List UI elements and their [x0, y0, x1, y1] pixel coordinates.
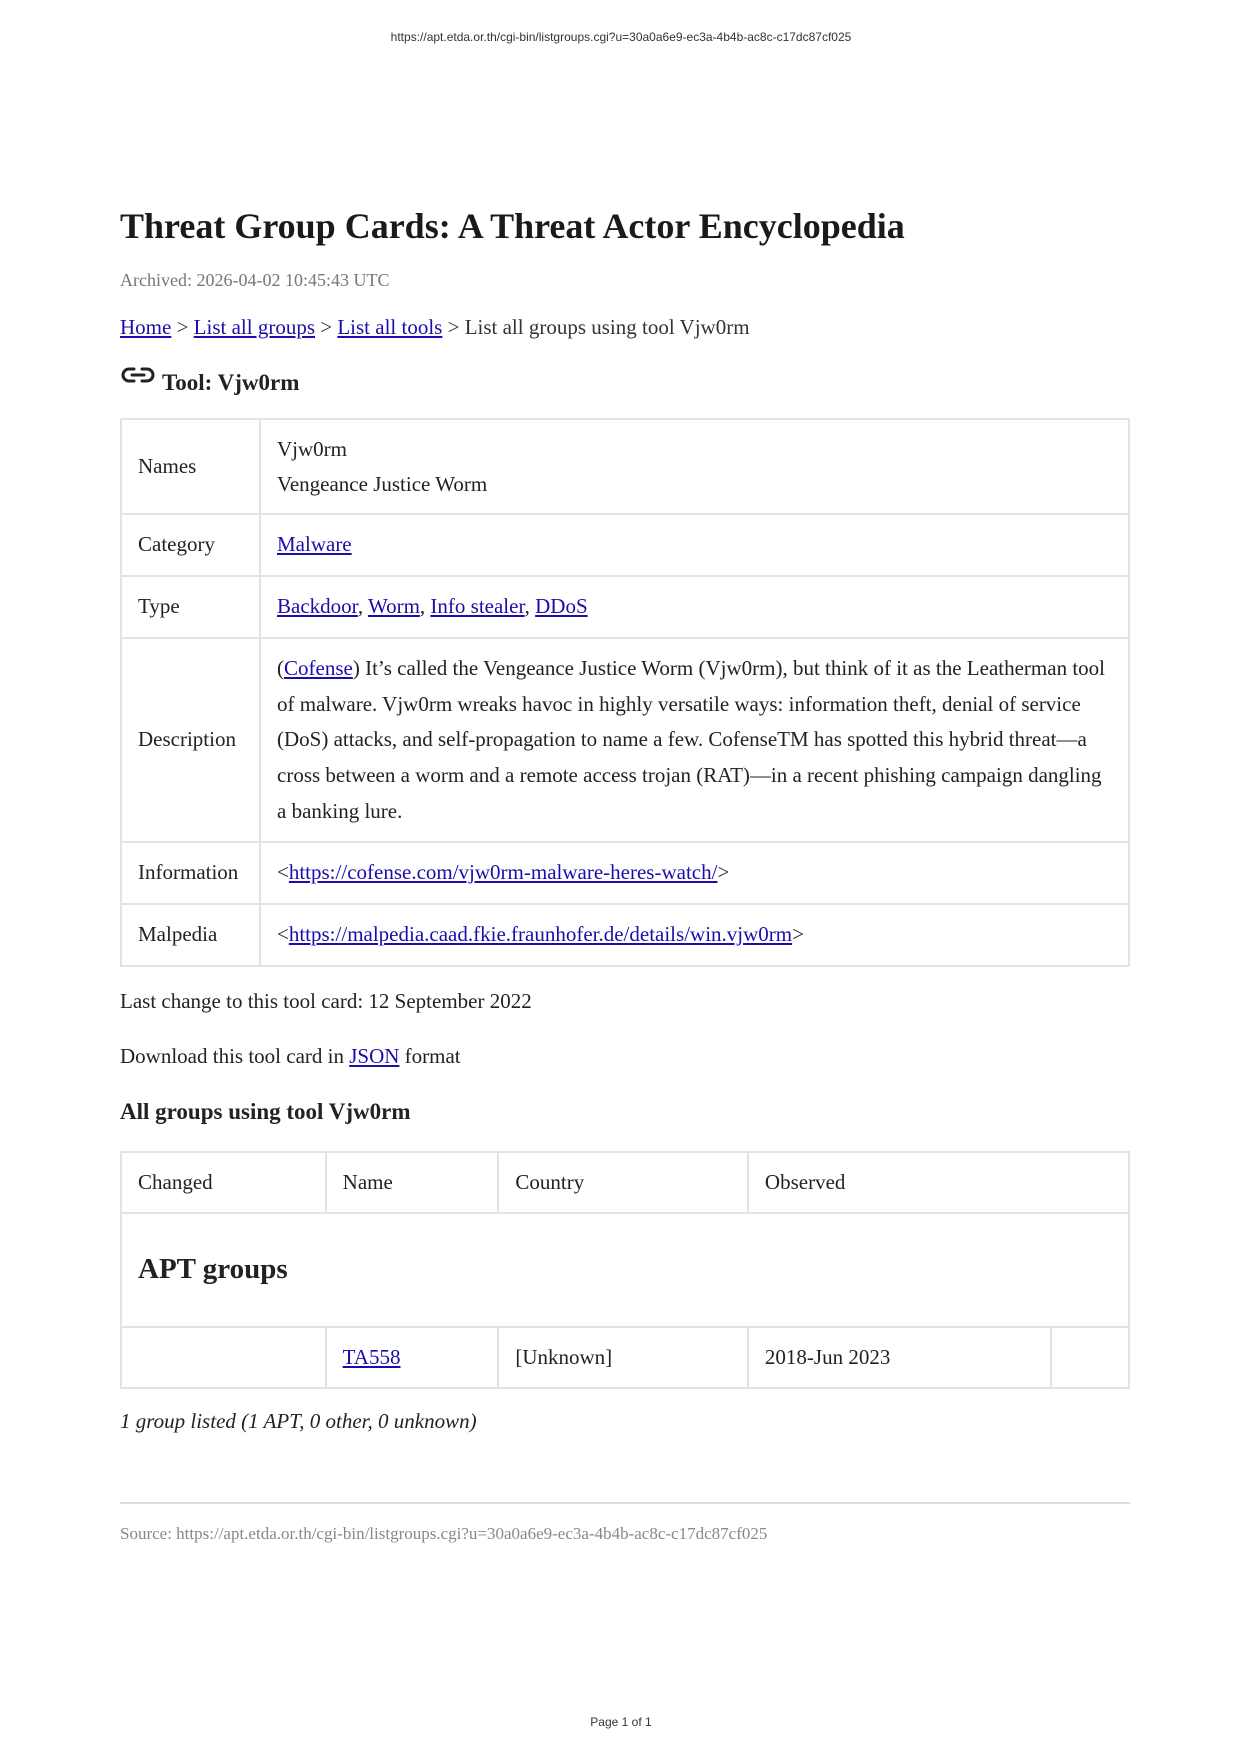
description-text: ) It’s called the Vengeance Justice Worm (Vjw0rm), but think of it as the Leatherman tool of malware. Vjw0rm wreaks havoc in highly versatile ways: information theft, denial of service (DoS) attacks, and self-propagation to name a few. CofenseTM has spotted this hybrid threat—a cross between a worm and a remote access trojan (RAT)—in a recent phishing campaign dangling a banking lure. — [277, 655, 1105, 823]
link-icon — [120, 364, 156, 388]
column-header-observed: Observed — [748, 1152, 1129, 1214]
cell-extra — [1051, 1327, 1129, 1389]
type-label: Type — [121, 576, 260, 638]
download-prefix: Download this tool card in — [120, 1043, 350, 1068]
cell-name — [326, 1327, 499, 1389]
type-link-backdoor[interactable]: Backdoor — [277, 594, 358, 619]
angle-close: > — [717, 860, 730, 885]
json-download-link[interactable]: JSON — [349, 1043, 400, 1068]
groups-header-row — [121, 1152, 1129, 1214]
footer-divider — [120, 1502, 1130, 1504]
names-label: Names — [121, 419, 260, 514]
tool-alias: Vengeance Justice Worm — [277, 471, 488, 496]
breadcrumb-separator: > — [171, 315, 194, 340]
category-label: Category — [121, 514, 260, 576]
description-row — [121, 638, 1129, 842]
group-link-ta558[interactable]: TA558 — [342, 1344, 401, 1369]
table-row — [121, 1327, 1129, 1389]
tool-name: Vjw0rm — [277, 437, 347, 462]
breadcrumb — [120, 315, 1130, 340]
information-row — [121, 842, 1129, 904]
breadcrumb-separator: > — [442, 315, 465, 340]
groups-summary: 1 group listed (1 APT, 0 other, 0 unknown) — [120, 1409, 477, 1434]
main-content — [120, 205, 1130, 1544]
type-link-worm[interactable]: Worm — [367, 594, 420, 619]
names-row — [121, 419, 1129, 514]
section-apt-groups: APT groups — [121, 1213, 1129, 1326]
tool-heading — [120, 370, 1130, 396]
type-separator: , — [419, 594, 431, 619]
tool-card-table — [120, 418, 1130, 966]
groups-heading: All groups using tool Vjw0rm — [120, 1098, 411, 1124]
cell-observed: 2018-Jun 2023 — [748, 1327, 1051, 1389]
category-value — [260, 514, 1129, 576]
type-separator: , — [357, 594, 368, 619]
download-line — [120, 1044, 1130, 1069]
archived-timestamp: Archived: 2026-04-02 10:45:43 UTC — [120, 270, 390, 291]
breadcrumb-current: List all groups using tool Vjw0rm — [464, 315, 750, 340]
tool-heading-text: Tool: Vjw0rm — [162, 370, 300, 396]
malpedia-link[interactable]: https://malpedia.caad.fkie.fraunhofer.de/details/win.vjw0rm — [288, 921, 793, 946]
section-row — [121, 1213, 1129, 1326]
information-label: Information — [121, 842, 260, 904]
description-value — [260, 638, 1129, 842]
type-link-ddos[interactable]: DDoS — [535, 594, 588, 619]
column-header-changed: Changed — [121, 1152, 326, 1214]
column-header-country: Country — [498, 1152, 748, 1214]
description-source-link[interactable]: Cofense — [284, 655, 353, 680]
print-header-url: https://apt.etda.or.th/cgi-bin/listgroups.cgi?u=30a0a6e9-ec3a-4b4b-ac8c-c17dc87cf025 — [390, 30, 852, 44]
last-change-text: Last change to this tool card: 12 September 2022 — [120, 988, 532, 1013]
breadcrumb-home-link[interactable]: Home — [120, 315, 172, 340]
information-link[interactable]: https://cofense.com/vjw0rm-malware-heres-watch/ — [288, 860, 718, 885]
page-title: Threat Group Cards: A Threat Actor Encyclopedia — [120, 206, 905, 246]
category-row — [121, 514, 1129, 576]
cell-country: [Unknown] — [498, 1327, 748, 1389]
description-open-paren: ( — [277, 655, 284, 680]
cell-changed — [121, 1327, 326, 1389]
download-suffix: format — [399, 1043, 461, 1068]
malpedia-value — [260, 904, 1129, 966]
angle-close: > — [792, 921, 804, 946]
description-label: Description — [121, 638, 260, 842]
breadcrumb-separator: > — [315, 315, 338, 340]
groups-table — [120, 1151, 1130, 1390]
malpedia-label: Malpedia — [121, 904, 260, 966]
breadcrumb-all-tools-link[interactable]: List all tools — [337, 315, 443, 340]
type-value — [260, 576, 1129, 638]
column-header-name: Name — [326, 1152, 499, 1214]
page-number: Page 1 of 1 — [590, 1715, 652, 1729]
type-link-info-stealer[interactable]: Info stealer — [430, 594, 525, 619]
breadcrumb-all-groups-link[interactable]: List all groups — [193, 315, 315, 340]
source-url: Source: https://apt.etda.or.th/cgi-bin/listgroups.cgi?u=30a0a6e9-ec3a-4b4b-ac8c-c17dc87cf025 — [120, 1524, 768, 1544]
information-value — [260, 842, 1129, 904]
malpedia-row — [121, 904, 1129, 966]
category-link[interactable]: Malware — [277, 532, 352, 557]
angle-open: < — [277, 921, 289, 946]
type-row — [121, 576, 1129, 638]
type-separator: , — [524, 594, 536, 619]
angle-open: < — [277, 860, 289, 885]
names-value — [260, 419, 1129, 514]
